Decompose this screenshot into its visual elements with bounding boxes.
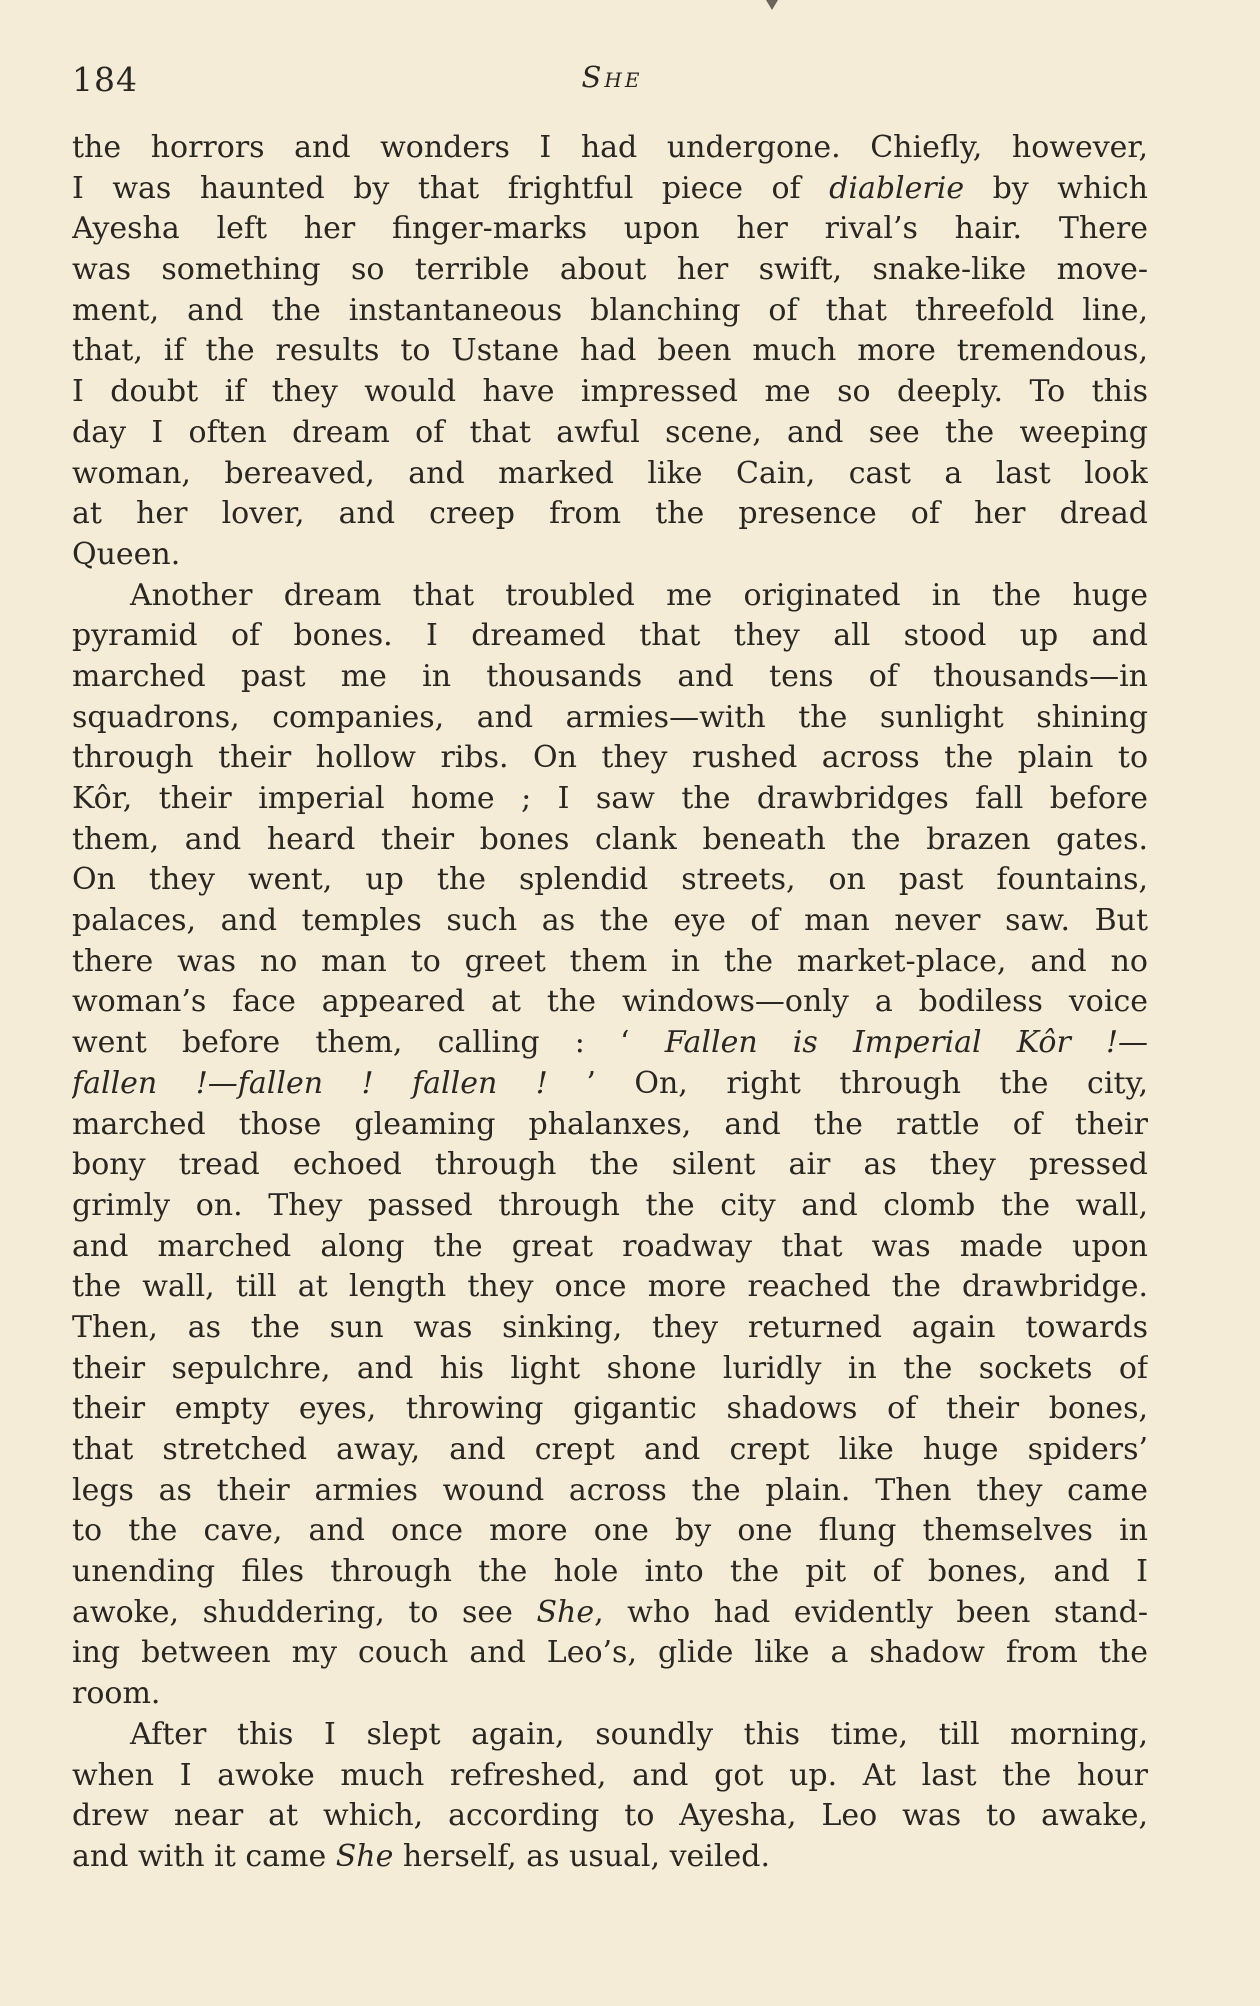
text-run: the horrors and wonders I had undergone. Chiefly, however, — [72, 130, 1148, 165]
text-run: marched past me in thousands and tens of thousands—in — [72, 658, 1148, 694]
running-head — [72, 60, 1152, 108]
text-line — [72, 1308, 1148, 1349]
text-run: palaces, and temples such as the eye of man never saw. But — [72, 903, 1148, 939]
text-run: their sepulchre, and his light shone luridly in the sockets of — [72, 1350, 1148, 1386]
text-line — [72, 738, 1148, 779]
text-line — [72, 901, 1148, 942]
page-number: 184 — [72, 60, 138, 99]
running-title: She — [581, 60, 643, 94]
text-run: went before them, calling : ‘ — [72, 1025, 665, 1061]
text-line — [72, 1349, 1148, 1390]
text-line — [72, 494, 1148, 535]
text-line — [72, 576, 1148, 617]
text-run: I doubt if they would have impressed me so deeply. To this — [72, 374, 1148, 410]
text-line — [72, 1756, 1148, 1797]
corner-mark — [766, 0, 778, 10]
text-line — [72, 128, 1148, 169]
text-line — [72, 454, 1148, 495]
text-line — [72, 1105, 1148, 1146]
text-run: when I awoke much refreshed, and got up. At last the hour — [72, 1757, 1148, 1793]
text-line — [72, 1715, 1148, 1756]
text-line — [72, 1227, 1148, 1268]
text-line — [72, 779, 1148, 820]
text-run: marched those gleaming phalanxes, and the rattle of their — [72, 1106, 1148, 1142]
italic-run: diablerie — [829, 170, 965, 206]
italic-run: She — [335, 1838, 394, 1874]
text-line — [72, 209, 1148, 250]
text-line — [72, 1023, 1148, 1064]
text-line — [72, 413, 1148, 454]
text-run: them, and heard their bones clank beneath the brazen gates. — [72, 821, 1148, 857]
text-line — [72, 1389, 1148, 1430]
text-line — [72, 1471, 1148, 1512]
text-line — [72, 1064, 1148, 1105]
text-run: drew near at which, according to Ayesha, Leo was to awake, — [72, 1798, 1148, 1834]
text-line — [72, 169, 1148, 210]
text-run: unending files through the hole into the pit of bones, and I — [72, 1554, 1148, 1590]
text-run: through their hollow ribs. On they rushed across the plain to — [72, 740, 1148, 776]
text-run: at her lover, and creep from the presence of her dread — [72, 496, 1148, 532]
text-line — [72, 1837, 1148, 1878]
text-line — [72, 860, 1148, 901]
text-line — [72, 982, 1148, 1023]
italic-run: fallen !—fallen ! fallen ! — [72, 1065, 548, 1101]
text-line — [72, 1186, 1148, 1227]
text-run: room. — [72, 1676, 161, 1712]
text-line — [72, 1511, 1148, 1552]
text-run: Queen. — [72, 536, 181, 572]
text-run: that, if the results to Ustane had been much more tremendous, — [72, 333, 1148, 369]
text-run: woman, bereaved, and marked like Cain, cast a last look — [72, 455, 1148, 491]
text-line — [72, 616, 1148, 657]
text-line — [72, 1593, 1148, 1634]
text-run: legs as their armies wound across the plain. Then they came — [72, 1472, 1148, 1508]
text-run: Then, as the sun was sinking, they returned again towards — [72, 1309, 1148, 1345]
text-run: grimly on. They passed through the city and clomb the wall, — [72, 1187, 1148, 1223]
text-run: awoke, shuddering, to see — [72, 1594, 537, 1630]
text-run: the wall, till at length they once more reached the drawbridge. — [72, 1269, 1148, 1305]
italic-run: Fallen is Imperial Kôr !— — [664, 1025, 1148, 1061]
text-run: to the cave, and once more one by one flung themselves in — [72, 1513, 1148, 1549]
text-line — [72, 657, 1148, 698]
text-run: ment, and the instantaneous blanching of that threefold line, — [72, 292, 1148, 328]
text-line — [72, 1796, 1148, 1837]
text-run: On they went, up the splendid streets, on past fountains, — [72, 862, 1148, 898]
text-run: pyramid of bones. I dreamed that they all stood up and — [72, 618, 1148, 654]
text-line — [72, 820, 1148, 861]
text-run: bony tread echoed through the silent air as they pressed — [72, 1147, 1148, 1183]
text-line — [72, 331, 1148, 372]
text-run: squadrons, companies, and armies—with the sunlight shining — [72, 699, 1148, 735]
text-run: was something so terrible about her swift, snake-like move- — [72, 252, 1148, 288]
text-run: Ayesha left her finger-marks upon her rival’s hair. There — [72, 211, 1148, 247]
text-line — [72, 1430, 1148, 1471]
text-line — [72, 372, 1148, 413]
text-run: I was haunted by that frightful piece of — [72, 170, 830, 206]
text-run: ing between my couch and Leo’s, glide like a shadow from the — [72, 1635, 1148, 1671]
text-line — [72, 1633, 1148, 1674]
text-run: there was no man to greet them in the market-place, and no — [72, 943, 1148, 979]
text-line — [72, 1552, 1148, 1593]
text-line — [72, 291, 1148, 332]
body-text — [72, 128, 1148, 1878]
text-run: ’ On, right through the city, — [547, 1065, 1148, 1101]
text-run: Another dream that troubled me originated in the huge — [130, 577, 1148, 613]
italic-run: She — [536, 1594, 595, 1630]
text-run: and marched along the great roadway that was made upon — [72, 1228, 1148, 1264]
text-run: and with it came — [72, 1838, 336, 1874]
text-run: Kôr, their imperial home ; I saw the drawbridges fall before — [72, 781, 1148, 816]
text-line — [72, 698, 1148, 739]
text-run: After this I slept again, soundly this time, till morning, — [130, 1716, 1148, 1752]
text-run: , who had evidently been stand- — [594, 1594, 1148, 1630]
text-line — [72, 942, 1148, 983]
text-line — [72, 1674, 1148, 1715]
text-line — [72, 1267, 1148, 1308]
text-line — [72, 1145, 1148, 1186]
text-run: that stretched away, and crept and crept like huge spiders’ — [72, 1432, 1148, 1467]
text-run: woman’s face appeared at the windows—only a bodiless voice — [72, 984, 1148, 1020]
text-run: day I often dream of that awful scene, and see the weeping — [72, 414, 1148, 450]
text-run: herself, as usual, veiled. — [393, 1838, 770, 1874]
text-line — [72, 250, 1148, 291]
text-line — [72, 535, 1148, 576]
text-run: their empty eyes, throwing gigantic shadows of their bones, — [72, 1391, 1148, 1427]
text-run: by which — [964, 170, 1148, 206]
